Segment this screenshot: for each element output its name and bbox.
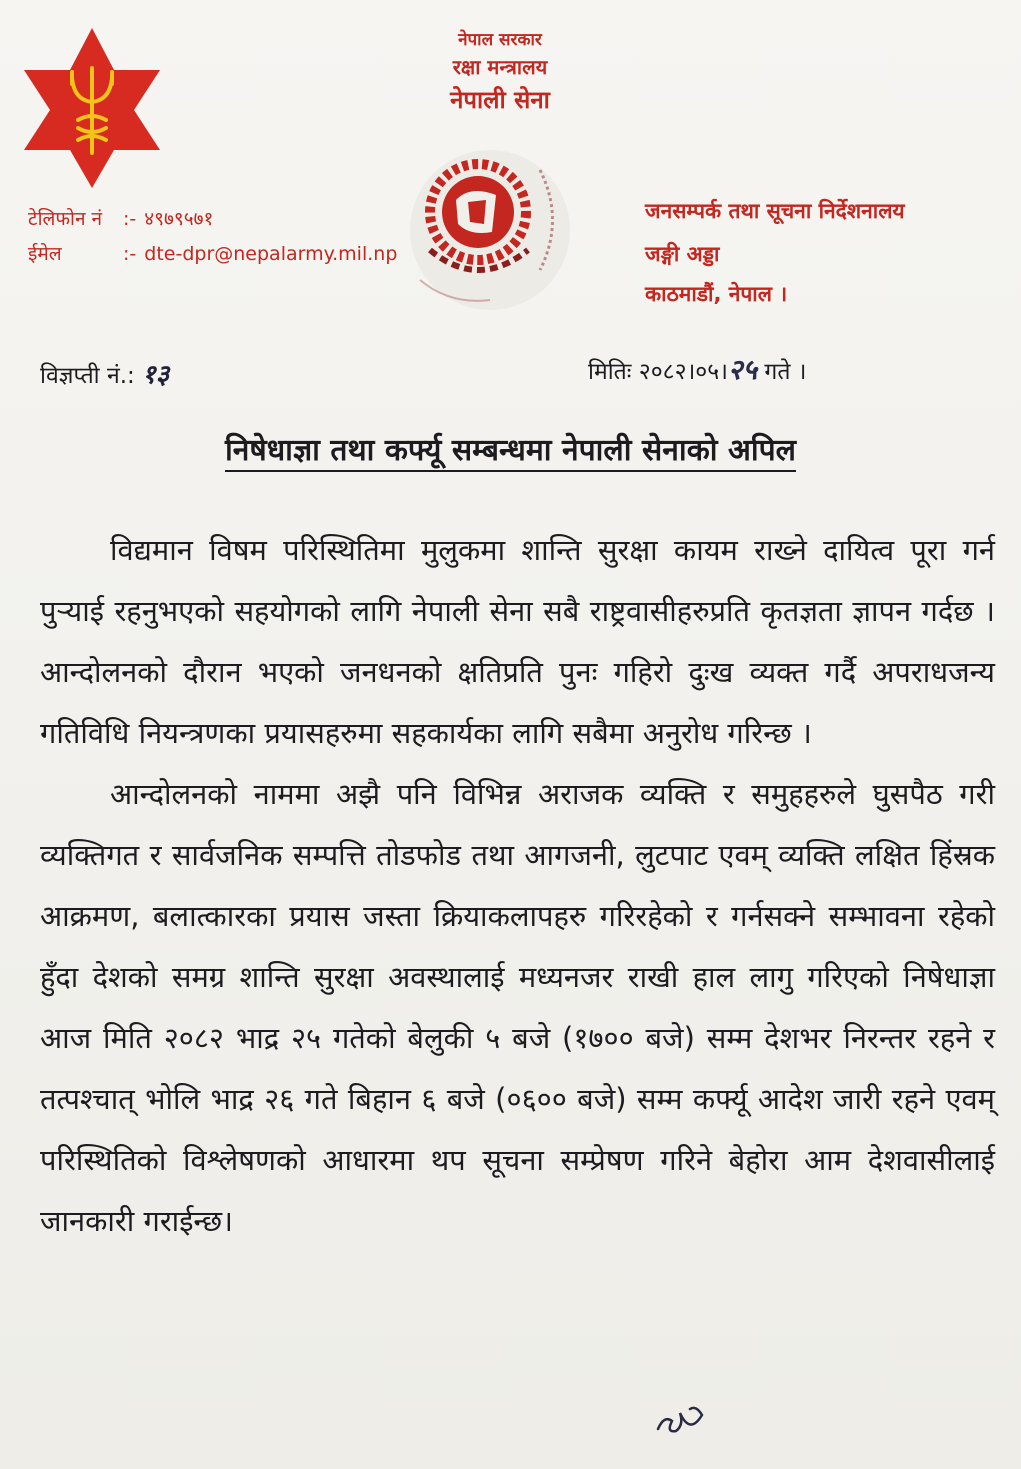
email-line — [28, 240, 397, 266]
date-suffix: गते । — [764, 359, 807, 385]
notice-number — [40, 355, 169, 391]
notice-title-text: निषेधाज्ञा तथा कर्फ्यू सम्बन्धमा नेपाली सेनाको अपिल — [225, 433, 796, 472]
department-name: जनसम्पर्क तथा सूचना निर्देशनालय — [645, 199, 905, 223]
department-seal-icon — [400, 140, 580, 320]
gov-name: नेपाल सरकार — [458, 30, 542, 50]
signature-icon — [650, 1385, 710, 1445]
department-office: जङ्गी अड्डा — [645, 242, 720, 266]
notice-date — [588, 350, 806, 388]
letterhead-center — [400, 28, 600, 118]
email-separator: :- — [123, 243, 137, 265]
paragraph-1: विद्यमान विषम परिस्थितिमा मुलुकमा शान्ति सुरक्षा कायम राख्ने दायित्व पूरा गर्न पुऱ्याई रहनुभएको सहयोगको लागि नेपाली सेना सबै राष्ट्रवासीहरुप्रति कृतज्ञता ज्ञापन गर्दछ । आन्दोलनको दौरान भएको जनधनको क्षतिप्रति पुनः गहिरो दुःख व्यक्त गर्दै अपराधजन्य गतिविधि नियन्त्रणका प्रयासहरुमा सहकार्यका लागि सबैमा अनुरोध गरिन्छ । — [40, 533, 995, 750]
phone-value: ४९७९५७१ — [144, 208, 214, 230]
notice-body — [40, 520, 995, 1252]
department-city: काठमाडौं, नेपाल । — [645, 282, 788, 306]
notice-title — [0, 428, 1021, 469]
email-label: ईमेल — [28, 243, 62, 265]
ministry-name: रक्षा मन्त्रालय — [452, 55, 548, 79]
date-label: मितिः — [588, 359, 632, 385]
email-value: dte-dpr@nepalarmy.mil.np — [144, 243, 398, 265]
date-day: २५ — [727, 353, 758, 386]
notice-number-value: १३ — [142, 360, 170, 390]
phone-line — [28, 205, 213, 231]
nepal-army-emblem-icon — [22, 28, 162, 188]
phone-separator: :- — [123, 208, 137, 230]
paragraph-2: आन्दोलनको नाममा अझै पनि विभिन्न अराजक व्यक्ति र समुहहरुले घुसपैठ गरी व्यक्तिगत र सार्वजनिक सम्पत्ति तोडफोड तथा आगजनी, लुटपाट एवम् व्यक्ति लक्षित हिंस्रक आक्रमण, बलात्कारका प्रयास जस्ता क्रियाकलापहरु गरिरहेको र गर्नसक्ने सम्भावना रहेको हुँदा देशको समग्र शान्ति सुरक्षा अवस्थालाई मध्यनजर राखी हाल लागु गरिएको निषेधाज्ञा आज मिति २०८२ भाद्र २५ गतेको बेलुकी ५ बजे (१७०० बजे) सम्म देशभर निरन्तर रहने र तत्पश्चात् भोलि भाद्र २६ गते बिहान ६ बजे (०६०० बजे) सम्म कर्फ्यू आदेश जारी रहने एवम् परिस्थितिको विश्लेषणको आधारमा थप सूचना सम्प्रेषण गरिने बेहोरा आम देशवासीलाई जानकारी गराईन्छ। — [40, 777, 995, 1238]
date-value: २०८२।०५। — [638, 359, 728, 385]
army-name: नेपाली सेना — [450, 86, 550, 114]
notice-number-label: विज्ञप्ती नं.: — [40, 363, 135, 389]
phone-label: टेलिफोन नं — [28, 208, 103, 230]
